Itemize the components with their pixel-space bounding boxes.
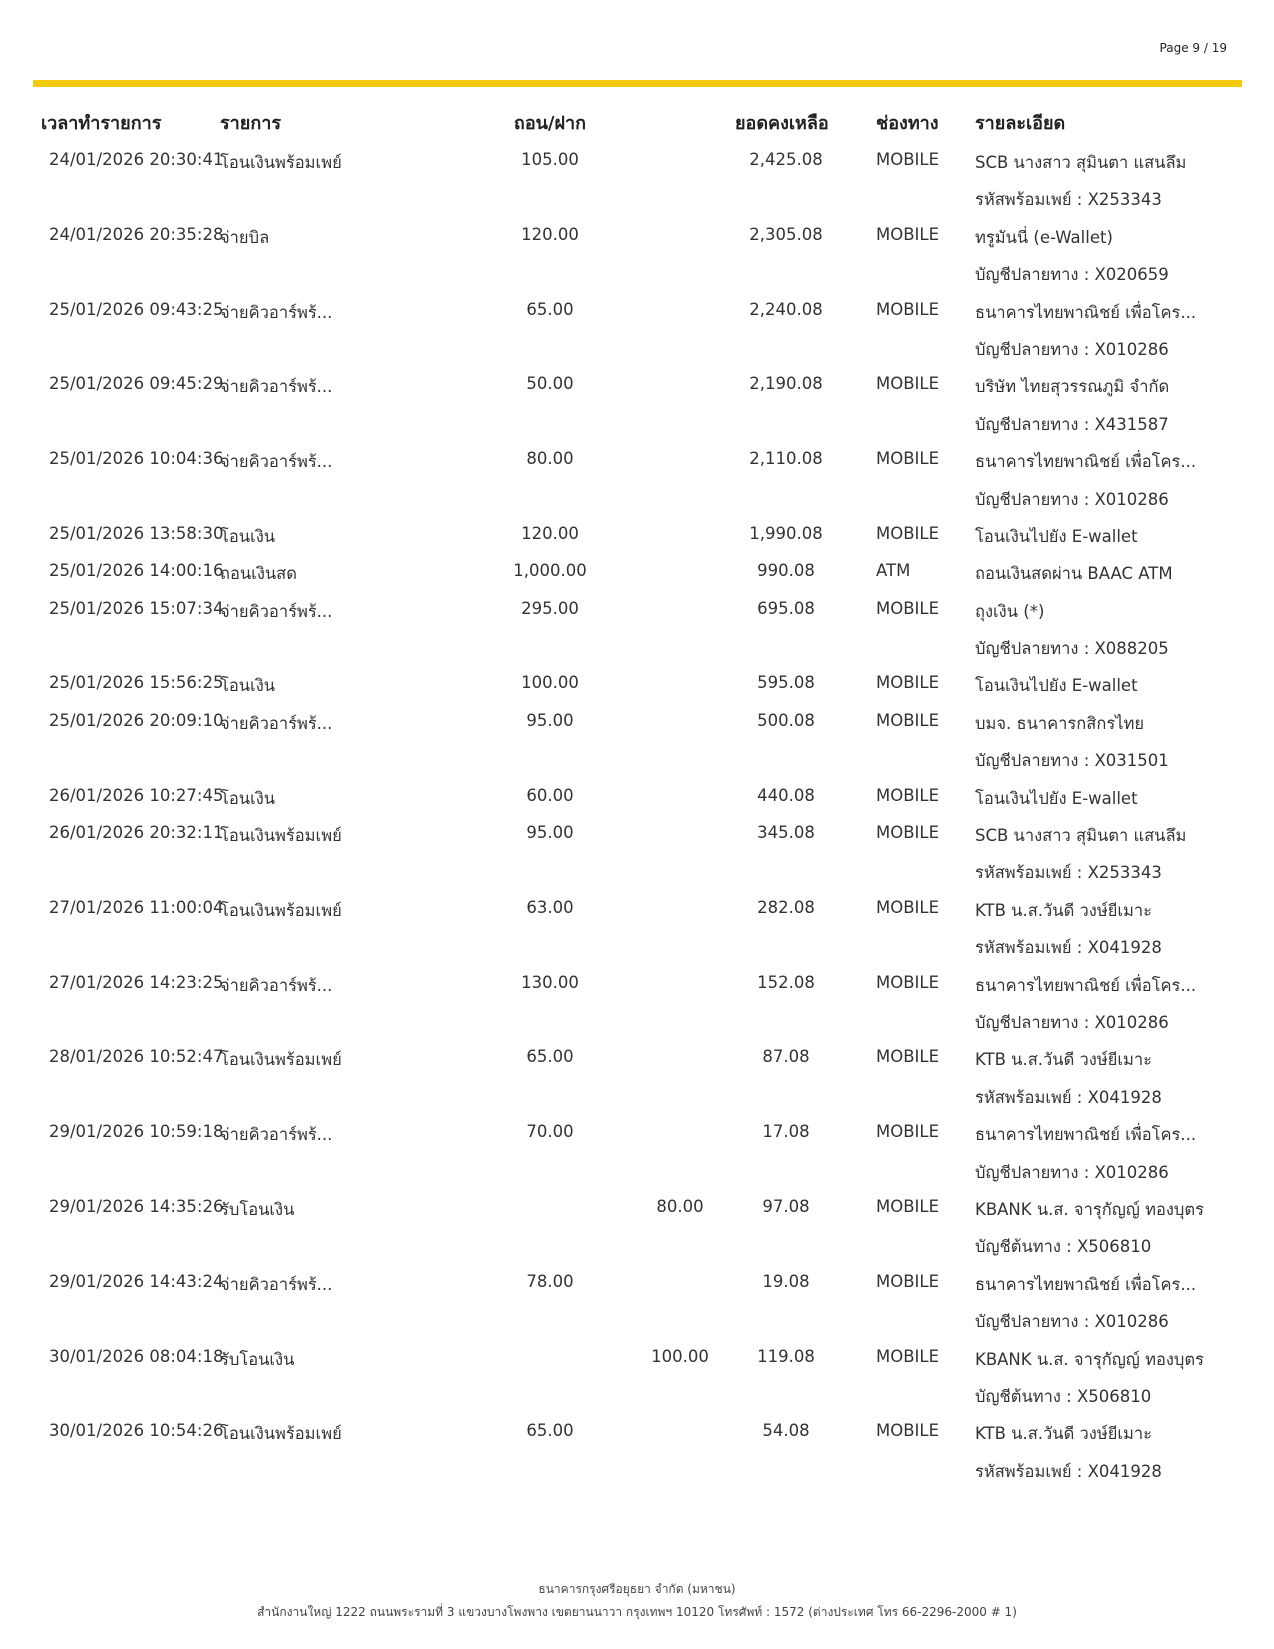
header-withdraw-deposit: ถอน/ฝาก [513, 113, 587, 134]
cell-detail-secondary: บัญชีต้นทาง : X506810 [975, 1386, 1152, 1406]
table-row-continuation [0, 329, 1274, 366]
cell-channel: MOBILE [876, 972, 940, 992]
cell-time: 25/01/2026 15:07:34 [49, 598, 224, 618]
cell-detail-secondary: รหัสพร้อมเพย์ : X253343 [975, 190, 1162, 210]
cell-balance: 595.08 [757, 673, 815, 693]
cell-description: รับโอนเงิน [220, 1199, 295, 1219]
cell-detail: SCB นางสาว สุมินตา แสนลึม [975, 153, 1187, 172]
table-row-continuation [0, 927, 1274, 964]
transaction-table [0, 100, 1274, 1488]
cell-description: จ่ายบิล [220, 227, 270, 247]
cell-channel: ATM [876, 561, 911, 581]
cell-withdraw: 70.00 [526, 1122, 574, 1142]
cell-channel: MOBILE [876, 299, 940, 319]
cell-balance: 282.08 [757, 897, 815, 917]
cell-time: 30/01/2026 10:54:26 [49, 1421, 224, 1441]
page-number: Page 9 / 19 [1159, 41, 1227, 55]
cell-description: จ่ายคิวอาร์พร้... [220, 975, 333, 995]
cell-time: 24/01/2026 20:30:41 [49, 150, 224, 169]
cell-withdraw: 120.00 [521, 224, 579, 244]
table-row-continuation [0, 628, 1274, 665]
cell-channel: MOBILE [876, 1196, 940, 1216]
table-row [0, 1264, 1274, 1301]
cell-channel: MOBILE [876, 710, 940, 730]
table-row [0, 516, 1274, 553]
cell-balance: 2,425.08 [749, 150, 823, 169]
cell-time: 27/01/2026 11:00:04 [49, 897, 224, 917]
table-row [0, 1339, 1274, 1376]
cell-detail-secondary: บัญชีต้นทาง : X506810 [975, 1237, 1152, 1257]
cell-detail-secondary: บัญชีปลายทาง : X010286 [975, 339, 1169, 359]
cell-detail: โอนเงินไปยัง E-wallet [975, 788, 1138, 808]
table-row [0, 292, 1274, 329]
cell-balance: 990.08 [757, 561, 815, 581]
cell-description: โอนเงินพร้อมเพย์ [220, 1424, 342, 1444]
cell-detail: โอนเงินไปยัง E-wallet [975, 676, 1138, 696]
cell-detail-secondary: บัญชีปลายทาง : X010286 [975, 1312, 1169, 1332]
cell-time: 27/01/2026 14:23:25 [49, 972, 224, 992]
cell-withdraw: 63.00 [526, 897, 574, 917]
header-balance: ยอดคงเหลือ [735, 113, 829, 134]
cell-detail-secondary: บัญชีปลายทาง : X031501 [975, 751, 1169, 771]
cell-description: จ่ายคิวอาร์พร้... [220, 452, 333, 472]
cell-detail-secondary: บัญชีปลายทาง : X010286 [975, 489, 1169, 509]
cell-balance: 97.08 [762, 1196, 810, 1216]
header-time: เวลาทำรายการ [41, 113, 162, 134]
cell-detail-secondary: รหัสพร้อมเพย์ : X253343 [975, 863, 1162, 883]
cell-description: จ่ายคิวอาร์พร้... [220, 302, 333, 322]
cell-description: จ่ายคิวอาร์พร้... [220, 601, 333, 621]
table-row-continuation [0, 740, 1274, 777]
cell-channel: MOBILE [876, 1122, 940, 1142]
table-row-continuation [0, 1152, 1274, 1189]
table-row [0, 778, 1274, 815]
cell-detail: ธนาคารไทยพาณิชย์ เพื่อโคร... [975, 1274, 1197, 1294]
cell-withdraw: 105.00 [521, 150, 579, 169]
table-row-continuation [0, 1376, 1274, 1413]
header-channel: ช่องทาง [876, 113, 939, 134]
cell-balance: 2,305.08 [749, 224, 823, 244]
cell-detail: SCB นางสาว สุมินตา แสนลึม [975, 826, 1187, 846]
cell-withdraw: 95.00 [526, 710, 574, 730]
header-description: รายการ [220, 113, 281, 134]
cell-withdraw: 1,000.00 [513, 561, 587, 581]
cell-detail: ธนาคารไทยพาณิชย์ เพื่อโคร... [975, 452, 1197, 472]
cell-detail-secondary: บัญชีปลายทาง : X088205 [975, 639, 1169, 659]
cell-time: 25/01/2026 15:56:25 [49, 673, 224, 693]
table-header [0, 100, 1274, 142]
cell-time: 25/01/2026 14:00:16 [49, 561, 224, 581]
table-body [0, 142, 1274, 1488]
table-row-continuation [0, 1301, 1274, 1338]
table-row [0, 1413, 1274, 1450]
cell-balance: 54.08 [762, 1421, 810, 1441]
cell-description: จ่ายคิวอาร์พร้... [220, 1125, 333, 1145]
cell-channel: MOBILE [876, 598, 940, 618]
cell-time: 30/01/2026 08:04:18 [49, 1346, 224, 1366]
cell-balance: 2,190.08 [749, 374, 823, 394]
cell-balance: 19.08 [762, 1271, 810, 1291]
cell-detail-secondary: บัญชีปลายทาง : X020659 [975, 265, 1169, 285]
table-row [0, 1039, 1274, 1076]
cell-balance: 695.08 [757, 598, 815, 618]
cell-channel: MOBILE [876, 1346, 940, 1366]
cell-withdraw: 130.00 [521, 972, 579, 992]
cell-detail: KTB น.ส.วันดี วงษ์ยีเมาะ [975, 1050, 1153, 1070]
cell-balance: 87.08 [762, 1047, 810, 1067]
cell-detail: KBANK น.ส. จารุกัญญ์ ทองบุตร [975, 1349, 1204, 1369]
cell-withdraw: 65.00 [526, 1047, 574, 1067]
table-row [0, 217, 1274, 254]
table-row [0, 1189, 1274, 1226]
cell-time: 25/01/2026 09:43:25 [49, 299, 224, 319]
header-detail: รายละเอียด [975, 113, 1066, 134]
cell-detail: KTB น.ส.วันดี วงษ์ยีเมาะ [975, 900, 1153, 920]
table-row [0, 142, 1274, 179]
cell-description: โอนเงิน [220, 676, 276, 696]
cell-balance: 2,240.08 [749, 299, 823, 319]
table-row [0, 553, 1274, 590]
cell-withdraw: 65.00 [526, 299, 574, 319]
cell-time: 25/01/2026 13:58:30 [49, 523, 224, 543]
table-row-continuation [0, 179, 1274, 216]
cell-time: 24/01/2026 20:35:28 [49, 224, 224, 244]
cell-channel: MOBILE [876, 673, 940, 693]
cell-balance: 119.08 [757, 1346, 815, 1366]
table-row-continuation [0, 479, 1274, 516]
table-row-continuation [0, 404, 1274, 441]
cell-detail: KBANK น.ส. จารุกัญญ์ ทองบุตร [975, 1199, 1204, 1219]
cell-channel: MOBILE [876, 374, 940, 394]
table-row-continuation [0, 1002, 1274, 1039]
cell-balance: 17.08 [762, 1122, 810, 1142]
cell-detail-secondary: บัญชีปลายทาง : X010286 [975, 1162, 1169, 1182]
cell-channel: MOBILE [876, 897, 940, 917]
table-row [0, 890, 1274, 927]
table-row-continuation [0, 852, 1274, 889]
cell-detail: ถุงเงิน (*) [975, 601, 1045, 621]
cell-time: 25/01/2026 09:45:29 [49, 374, 224, 394]
table-row [0, 815, 1274, 852]
cell-withdraw: 100.00 [521, 673, 579, 693]
cell-time: 26/01/2026 20:32:11 [49, 823, 224, 843]
cell-detail-secondary: รหัสพร้อมเพย์ : X041928 [975, 938, 1162, 958]
footer-bank-name: ธนาคารกรุงศรีอยุธยา จำกัด (มหาชน) [538, 1582, 736, 1596]
cell-description: โอนเงินพร้อมเพย์ [220, 826, 342, 846]
cell-description: โอนเงิน [220, 788, 276, 808]
cell-detail-secondary: บัญชีปลายทาง : X010286 [975, 1012, 1169, 1032]
table-row [0, 1114, 1274, 1151]
cell-description: จ่ายคิวอาร์พร้... [220, 1274, 333, 1294]
cell-detail: โอนเงินไปยัง E-wallet [975, 526, 1138, 546]
cell-detail: บมจ. ธนาคารกสิกรไทย [975, 713, 1145, 733]
cell-withdraw: 120.00 [521, 523, 579, 543]
cell-channel: MOBILE [876, 1421, 940, 1441]
table-row [0, 665, 1274, 702]
cell-withdraw: 78.00 [526, 1271, 574, 1291]
cell-time: 29/01/2026 14:35:26 [49, 1196, 224, 1216]
cell-balance: 152.08 [757, 972, 815, 992]
table-row [0, 591, 1274, 628]
cell-detail-secondary: บัญชีปลายทาง : X431587 [975, 414, 1169, 434]
footer-address: สำนักงานใหญ่ 1222 ถนนพระรามที่ 3 แขวงบางโพงพาง เขตยานนาวา กรุงเทพฯ 10120 โทรศัพท์ : 1572 (ต่างประเทศ โทร 66-2296-2000 # 1) [257, 1605, 1017, 1619]
cell-time: 29/01/2026 14:43:24 [49, 1271, 224, 1291]
cell-detail: ธนาคารไทยพาณิชย์ เพื่อโคร... [975, 1125, 1197, 1145]
cell-description: จ่ายคิวอาร์พร้... [220, 377, 333, 397]
table-row [0, 441, 1274, 478]
cell-balance: 345.08 [757, 823, 815, 843]
cell-channel: MOBILE [876, 1271, 940, 1291]
cell-time: 29/01/2026 10:59:18 [49, 1122, 224, 1142]
cell-withdraw: 65.00 [526, 1421, 574, 1441]
cell-deposit: 100.00 [651, 1346, 709, 1366]
header-accent-bar [33, 80, 1242, 87]
cell-description: รับโอนเงิน [220, 1349, 295, 1369]
cell-withdraw: 95.00 [526, 823, 574, 843]
table-row-continuation [0, 1226, 1274, 1263]
cell-balance: 2,110.08 [749, 449, 823, 469]
cell-detail-secondary: รหัสพร้อมเพย์ : X041928 [975, 1087, 1162, 1107]
table-row-continuation [0, 1451, 1274, 1488]
table-row-continuation [0, 1077, 1274, 1114]
cell-detail: ถอนเงินสดผ่าน BAAC ATM [975, 564, 1173, 584]
cell-channel: MOBILE [876, 523, 940, 543]
cell-withdraw: 80.00 [526, 449, 574, 469]
cell-withdraw: 295.00 [521, 598, 579, 618]
cell-description: โอนเงินพร้อมเพย์ [220, 153, 342, 172]
cell-detail: ธนาคารไทยพาณิชย์ เพื่อโคร... [975, 302, 1197, 322]
cell-deposit: 80.00 [656, 1196, 704, 1216]
cell-detail-secondary: รหัสพร้อมเพย์ : X041928 [975, 1461, 1162, 1481]
cell-detail: ทรูมันนี่ (e-Wallet) [975, 227, 1113, 247]
cell-channel: MOBILE [876, 1047, 940, 1067]
cell-channel: MOBILE [876, 449, 940, 469]
cell-description: ถอนเงินสด [220, 564, 297, 584]
cell-description: โอนเงิน [220, 526, 276, 546]
table-row [0, 366, 1274, 403]
cell-detail: บริษัท ไทยสุวรรณภูมิ จำกัด [975, 377, 1170, 397]
table-row-continuation [0, 254, 1274, 291]
cell-balance: 440.08 [757, 785, 815, 805]
cell-balance: 500.08 [757, 710, 815, 730]
cell-channel: MOBILE [876, 150, 940, 169]
cell-time: 25/01/2026 10:04:36 [49, 449, 224, 469]
cell-channel: MOBILE [876, 823, 940, 843]
cell-time: 26/01/2026 10:27:45 [49, 785, 224, 805]
cell-description: จ่ายคิวอาร์พร้... [220, 713, 333, 733]
table-row [0, 965, 1274, 1002]
cell-description: โอนเงินพร้อมเพย์ [220, 900, 342, 920]
table-row [0, 703, 1274, 740]
cell-withdraw: 60.00 [526, 785, 574, 805]
cell-time: 25/01/2026 20:09:10 [49, 710, 224, 730]
cell-withdraw: 50.00 [526, 374, 574, 394]
cell-channel: MOBILE [876, 224, 940, 244]
cell-balance: 1,990.08 [749, 523, 823, 543]
cell-time: 28/01/2026 10:52:47 [49, 1047, 224, 1067]
cell-description: โอนเงินพร้อมเพย์ [220, 1050, 342, 1070]
cell-detail: KTB น.ส.วันดี วงษ์ยีเมาะ [975, 1424, 1153, 1444]
cell-channel: MOBILE [876, 785, 940, 805]
cell-detail: ธนาคารไทยพาณิชย์ เพื่อโคร... [975, 975, 1197, 995]
